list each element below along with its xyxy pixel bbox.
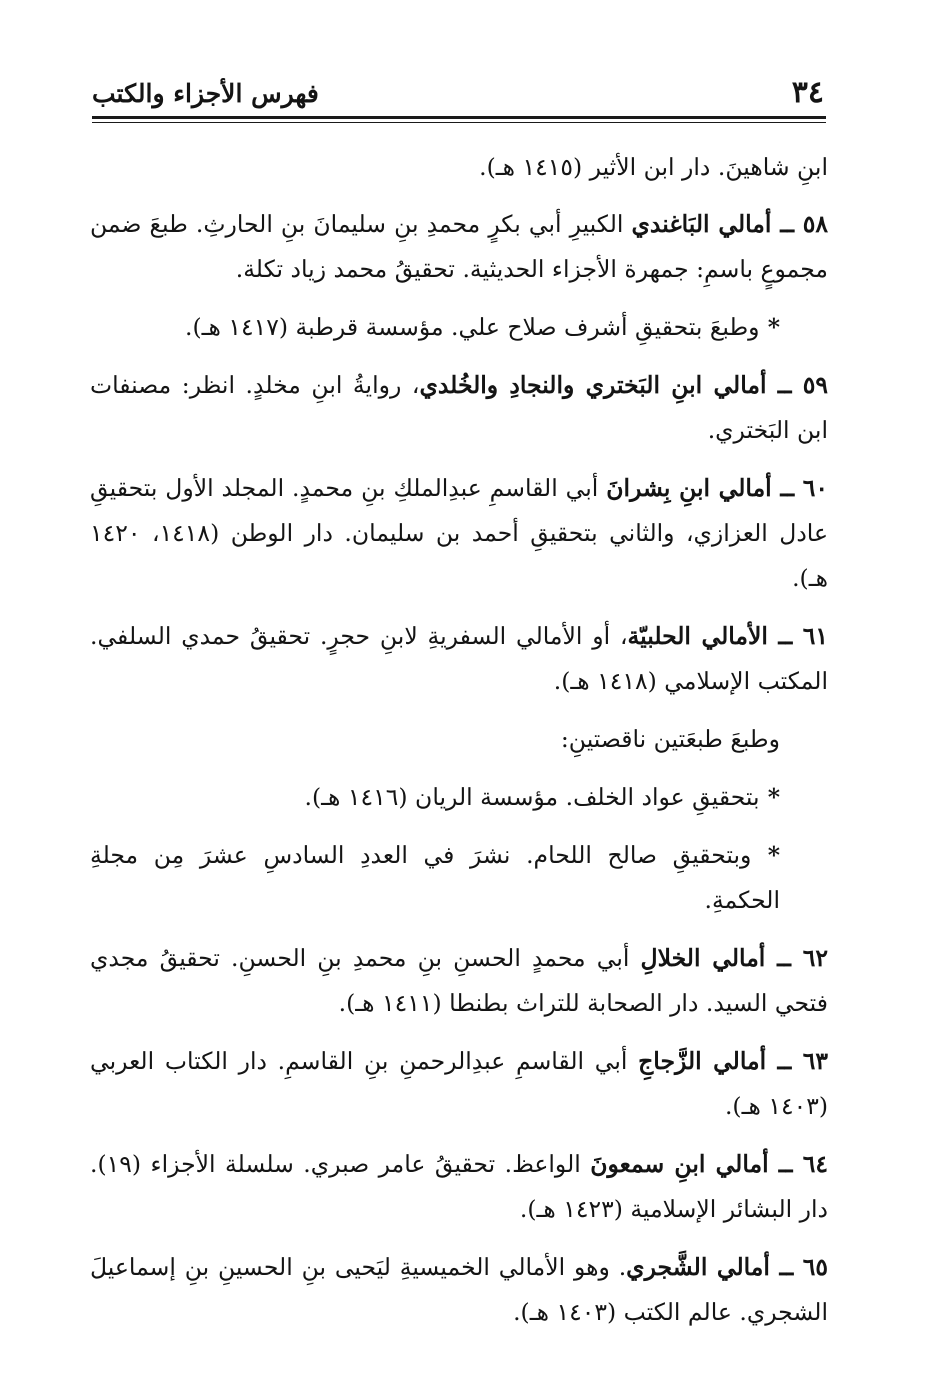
bibliography-entry <box>90 363 828 453</box>
entry-details: أبي القاسمِ عبدِالرحمنِ بنِ القاسمِ. دار الكتاب العربي (١٤٠٣ هـ). <box>90 1047 828 1120</box>
bibliography-entry <box>90 1039 828 1129</box>
header-rule-thin <box>92 122 826 123</box>
entry-details: الواعظ. تحقيقُ عامر صبري. سلسلة الأجزاء (١٩). دار البشائر الإسلامية (١٤٢٣ هـ). <box>90 1150 828 1223</box>
note-intro: وطبعَ طبعَتين ناقصتينِ: <box>560 725 780 753</box>
note-text: وبتحقيقِ صالح اللحام. نشرَ في العددِ السادسِ عشرَ مِن مجلةِ الحكمةِ. <box>90 841 780 914</box>
entry-details: الكبيرِ أبي بكرٍ محمدِ بنِ سليمانَ بنِ الحارثِ. طبعَ ضمن مجموعٍ باسمِ: جمهرة الأجزاء الحديثية. تحقيقُ محمد زياد تكلة. <box>90 210 828 283</box>
entry-number: ٦٤ <box>802 1150 828 1178</box>
edition-note <box>90 775 828 820</box>
entry-title: أمالي الشَّجري <box>626 1253 770 1281</box>
running-title: فهرس الأجزاء والكتب <box>92 79 319 108</box>
entry-number: ٥٩ <box>802 371 829 399</box>
bibliography-entry <box>90 1142 828 1232</box>
entry-details: أبي محمدٍ الحسنِ بنِ محمدِ بنِ الحسنِ. تحقيقُ مجدي فتحي السيد. دار الصحابة للتراث بطنطا (١٤١١ هـ). <box>90 944 828 1017</box>
asterisk-marker: * <box>759 313 780 341</box>
entry-title: أمالي ابنِ بِشرانَ <box>606 474 772 502</box>
entry-dash: ــ <box>765 944 803 972</box>
entry-title: أمالي الخلالِ <box>640 944 766 972</box>
entry-number: ٦٥ <box>802 1253 829 1281</box>
entry-title: أمالي ابنِ سمعونَ <box>590 1150 769 1178</box>
entry-dash: ــ <box>767 622 803 650</box>
entry-details: ، روايةُ ابنِ مخلدٍ. انظر: مصنفات ابن البَختري. <box>90 371 828 444</box>
entry-dash: ــ <box>766 1047 803 1075</box>
entry-number: ٦٢ <box>802 944 828 972</box>
asterisk-marker: * <box>751 841 780 869</box>
note-text: وطبعَ بتحقيقِ أشرف صلاح علي. مؤسسة قرطبة (١٤١٧ هـ). <box>185 313 760 341</box>
entry-number: ٦١ <box>802 622 828 650</box>
header-rule-thick <box>92 116 826 119</box>
page-header <box>92 74 824 114</box>
entry-dash: ــ <box>771 474 803 502</box>
note-text: بتحقيقِ عواد الخلف. مؤسسة الريان (١٤١٦ هـ). <box>304 783 760 811</box>
entry-dash: ــ <box>771 210 803 238</box>
edition-note <box>90 305 828 350</box>
entry-dash: ــ <box>768 1150 803 1178</box>
entry-details: . وهو الأمالي الخميسيةِ ليَحيى بنِ الحسينِ بنِ إسماعيلَ الشجري. عالم الكتب (١٤٠٣ هـ). <box>90 1253 828 1326</box>
asterisk-marker: * <box>759 783 780 811</box>
entry-title: أمالي ابنِ البَختري والنجادِ والخُلدي <box>419 371 767 399</box>
bibliography-entry <box>90 202 828 292</box>
entry-title: الأمالي الحلبيّة <box>627 622 768 650</box>
entry-dash: ــ <box>766 371 803 399</box>
continued-text: ابنِ شاهينَ. دار ابن الأثير (١٤١٥ هـ). <box>479 153 828 181</box>
bibliography-entry <box>90 466 828 601</box>
entry-number: ٦٠ <box>802 474 828 502</box>
entry-title: أمالي البَاغندي <box>631 210 772 238</box>
entry-details: ، أو الأمالي السفريةِ لابنِ حجرٍ. تحقيقُ حمدي السلفي. المكتب الإسلامي (١٤١٨ هـ). <box>90 622 828 695</box>
entry-number: ٥٨ <box>802 210 829 238</box>
bibliography-entry <box>90 1245 828 1335</box>
edition-note <box>90 833 828 923</box>
bibliography-entry <box>90 936 828 1026</box>
entry-dash: ــ <box>769 1253 803 1281</box>
bibliography-entry <box>90 614 828 704</box>
entry-title: أمالي الزَّجاجِ <box>638 1047 767 1075</box>
body-text <box>90 145 828 1348</box>
page-number: ٣٤ <box>791 75 824 110</box>
entry-number: ٦٣ <box>802 1047 829 1075</box>
entry-details: أبي القاسمِ عبدِالملكِ بنِ محمدٍ. المجلد الأول بتحقيقِ عادل العزازي، والثاني بتحقيقِ أحمد بن سليمان. دار الوطن (١٤١٨، ١٤٢٠ هـ). <box>90 474 828 592</box>
